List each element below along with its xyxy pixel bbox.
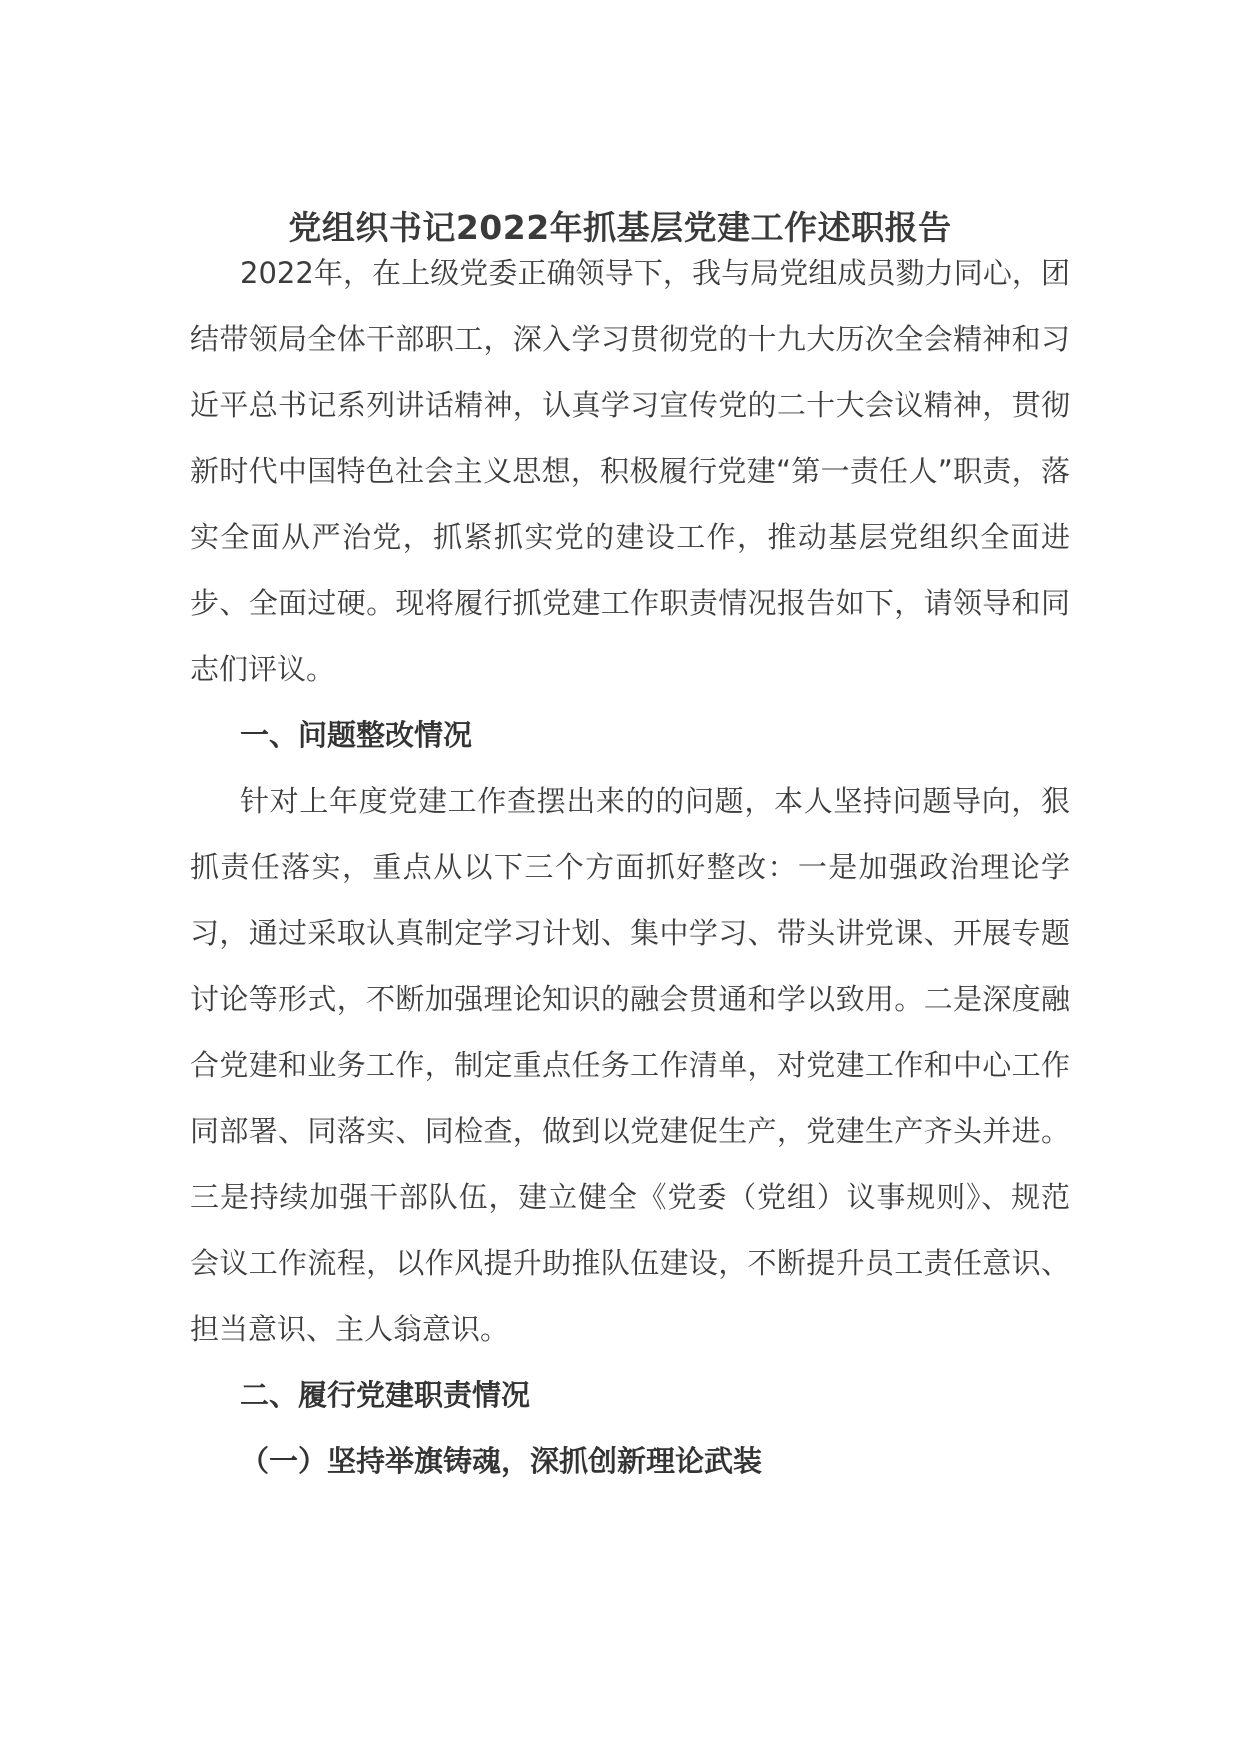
section-2-subheading-1: （一）坚持举旗铸魂，深抓创新理论武装 xyxy=(240,1444,763,1478)
intro-paragraph: 2022年，在上级党委正确领导下，我与局党组成员勠力同心，团结带领局全体干部职工，深入学习贯彻党的十九大历次全会精神和习近平总书记系列讲话精神，认真学习宣传党的二十大会议精神，贯彻新时代中国特色社会主义思想，积极履行党建“第一责任人”职责，落实全面从严治党，抓紧抓实党的建设工作，推动基层党组织全面进步、全面过硬。现将履行抓党建工作职责情况报告如下，请领导和同志们评议。 xyxy=(190,256,1070,686)
section-1-paragraph: 针对上年度党建工作查摆出来的的问题，本人坚持问题导向，狠抓责任落实，重点从以下三个方面抓好整改：一是加强政治理论学习，通过采取认真制定学习计划、集中学习、带头讲党课、开展专题讨论等形式，不断加强理论知识的融会贯通和学以致用。二是深度融合党建和业务工作，制定重点任务工作清单，对党建工作和中心工作同部署、同落实、同检查，做到以党建促生产，党建生产齐头并进。三是持续加强干部队伍，建立健全《党委（党组）议事规则》、规范会议工作流程，以作风提升助推队伍建设，不断提升员工责任意识、担当意识、主人翁意识。 xyxy=(190,784,1070,1346)
section-2-heading: 二、履行党建职责情况 xyxy=(240,1378,531,1412)
section-1-heading: 一、问题整改情况 xyxy=(240,718,473,752)
document-title: 党组织书记2022年抓基层党建工作述职报告 xyxy=(288,208,952,247)
document-body xyxy=(190,240,1070,1494)
